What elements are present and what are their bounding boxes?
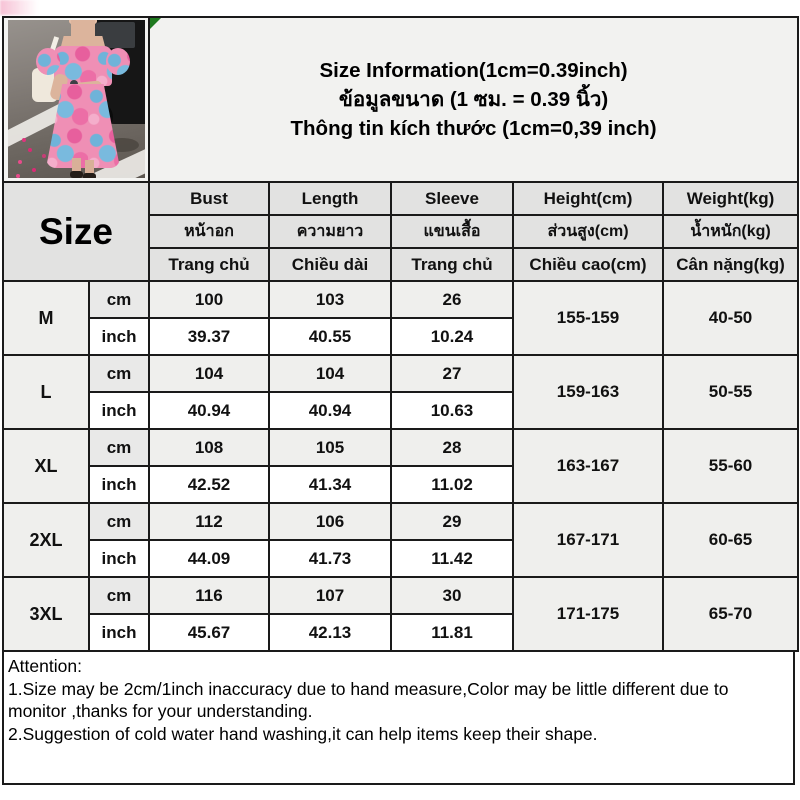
product-photo bbox=[8, 20, 145, 178]
col-header-height-th: ส่วนสูง(cm) bbox=[513, 215, 663, 248]
unit-cm: cm bbox=[89, 355, 149, 392]
unit-inch: inch bbox=[89, 392, 149, 429]
sleeve-cm: 30 bbox=[391, 577, 513, 614]
sandal bbox=[70, 171, 83, 178]
bust-cm: 116 bbox=[149, 577, 269, 614]
col-header-sleeve-vi: Trang chủ bbox=[391, 248, 513, 281]
height-range: 167-171 bbox=[513, 503, 663, 577]
unit-cm: cm bbox=[89, 503, 149, 540]
cell-error-indicator-icon bbox=[150, 18, 161, 29]
weight-range: 60-65 bbox=[663, 503, 798, 577]
col-header-bust: Bust bbox=[149, 182, 269, 215]
sleeve-cm: 27 bbox=[391, 355, 513, 392]
length-cm: 104 bbox=[269, 355, 391, 392]
col-header-bust-vi: Trang chủ bbox=[149, 248, 269, 281]
attention-note bbox=[2, 650, 795, 785]
height-range: 171-175 bbox=[513, 577, 663, 651]
col-header-height: Height(cm) bbox=[513, 182, 663, 215]
sleeve-cm: 29 bbox=[391, 503, 513, 540]
attention-item-2: 2.Suggestion of cold water hand washing,it can help items keep their shape. bbox=[8, 723, 598, 744]
title-cell bbox=[149, 17, 798, 182]
dress-sleeve bbox=[106, 48, 130, 75]
table-row bbox=[3, 577, 798, 614]
petals bbox=[22, 138, 26, 142]
col-header-length-vi: Chiều dài bbox=[269, 248, 391, 281]
col-header-bust-th: หน้าอก bbox=[149, 215, 269, 248]
sleeve-inch: 11.81 bbox=[391, 614, 513, 651]
size-table bbox=[2, 16, 799, 652]
size-header: Size bbox=[3, 182, 149, 281]
bust-cm: 100 bbox=[149, 281, 269, 318]
unit-cm: cm bbox=[89, 281, 149, 318]
sleeve-cm: 28 bbox=[391, 429, 513, 466]
length-cm: 107 bbox=[269, 577, 391, 614]
table-row bbox=[3, 429, 798, 466]
unit-inch: inch bbox=[89, 614, 149, 651]
col-header-weight: Weight(kg) bbox=[663, 182, 798, 215]
sleeve-inch: 10.63 bbox=[391, 392, 513, 429]
col-header-length: Length bbox=[269, 182, 391, 215]
photo-overlap-smudge bbox=[0, 0, 38, 15]
size-label-2xl: 2XL bbox=[3, 503, 89, 577]
size-label-m: M bbox=[3, 281, 89, 355]
product-photo-cell bbox=[3, 17, 149, 182]
size-label-l: L bbox=[3, 355, 89, 429]
col-header-weight-vi: Cân nặng(kg) bbox=[663, 248, 798, 281]
dress-sleeve bbox=[36, 48, 60, 75]
sleeve-inch: 10.24 bbox=[391, 318, 513, 355]
bust-inch: 45.67 bbox=[149, 614, 269, 651]
col-header-sleeve-th: แขนเสื้อ bbox=[391, 215, 513, 248]
length-inch: 40.94 bbox=[269, 392, 391, 429]
bust-inch: 42.52 bbox=[149, 466, 269, 503]
title-line-en: Size Information(1cm=0.39inch) bbox=[319, 59, 628, 82]
height-range: 163-167 bbox=[513, 429, 663, 503]
height-range: 159-163 bbox=[513, 355, 663, 429]
size-label-xl: XL bbox=[3, 429, 89, 503]
length-cm: 103 bbox=[269, 281, 391, 318]
attention-item-1: 1.Size may be 2cm/1inch inaccuracy due to hand measure,Color may be little different due to monitor ,thanks for your understanding. bbox=[8, 678, 729, 721]
col-header-height-vi: Chiều cao(cm) bbox=[513, 248, 663, 281]
length-inch: 42.13 bbox=[269, 614, 391, 651]
weight-range: 65-70 bbox=[663, 577, 798, 651]
size-label-3xl: 3XL bbox=[3, 577, 89, 651]
length-inch: 41.34 bbox=[269, 466, 391, 503]
table-row bbox=[3, 503, 798, 540]
bust-cm: 108 bbox=[149, 429, 269, 466]
col-header-length-th: ความยาว bbox=[269, 215, 391, 248]
attention-title: Attention: bbox=[8, 656, 82, 676]
title-line-vi: Thông tin kích thước (1cm=0,39 inch) bbox=[290, 117, 657, 140]
length-inch: 41.73 bbox=[269, 540, 391, 577]
table-row bbox=[3, 281, 798, 318]
bust-cm: 112 bbox=[149, 503, 269, 540]
bust-inch: 44.09 bbox=[149, 540, 269, 577]
weight-range: 55-60 bbox=[663, 429, 798, 503]
unit-inch: inch bbox=[89, 318, 149, 355]
unit-inch: inch bbox=[89, 540, 149, 577]
sleeve-cm: 26 bbox=[391, 281, 513, 318]
length-inch: 40.55 bbox=[269, 318, 391, 355]
table-row bbox=[3, 355, 798, 392]
unit-cm: cm bbox=[89, 577, 149, 614]
col-header-weight-th: น้ำหนัก(kg) bbox=[663, 215, 798, 248]
sleeve-inch: 11.42 bbox=[391, 540, 513, 577]
length-cm: 105 bbox=[269, 429, 391, 466]
bust-cm: 104 bbox=[149, 355, 269, 392]
height-range: 155-159 bbox=[513, 281, 663, 355]
length-cm: 106 bbox=[269, 503, 391, 540]
unit-inch: inch bbox=[89, 466, 149, 503]
bust-inch: 39.37 bbox=[149, 318, 269, 355]
sleeve-inch: 11.02 bbox=[391, 466, 513, 503]
sandal bbox=[83, 173, 96, 178]
weight-range: 40-50 bbox=[663, 281, 798, 355]
title-line-th: ข้อมูลขนาด (1 ซม. = 0.39 นิ้ว) bbox=[338, 88, 609, 111]
weight-range: 50-55 bbox=[663, 355, 798, 429]
bust-inch: 40.94 bbox=[149, 392, 269, 429]
col-header-sleeve: Sleeve bbox=[391, 182, 513, 215]
unit-cm: cm bbox=[89, 429, 149, 466]
